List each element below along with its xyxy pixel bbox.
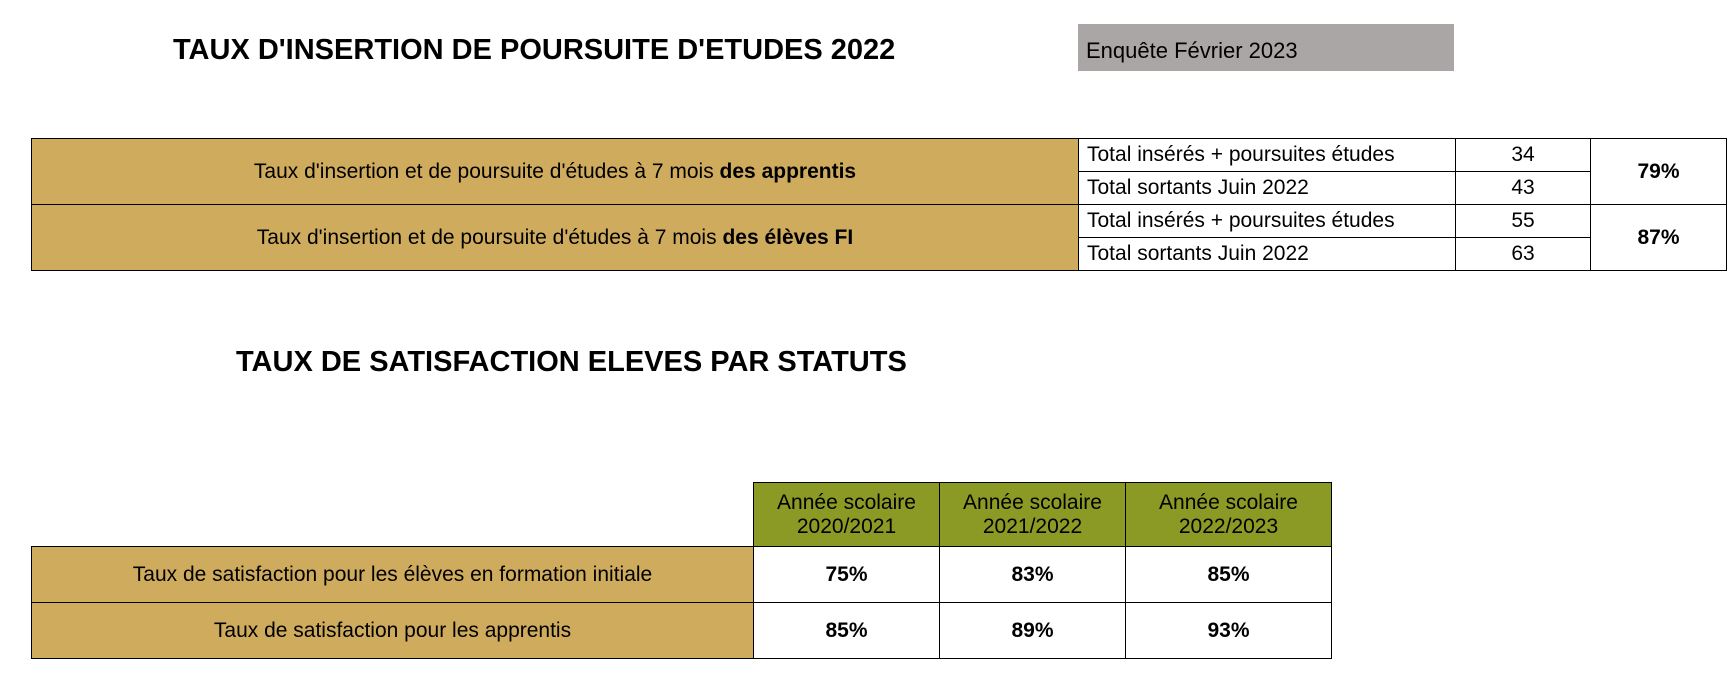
satisfaction-value: 83%: [940, 547, 1126, 603]
total-leavers-value: 43: [1456, 172, 1591, 205]
table-row: [32, 205, 1727, 238]
total-leavers-value: 63: [1456, 238, 1591, 271]
header-year-2022-2023: Année scolaire 2022/2023: [1126, 483, 1332, 547]
total-inserted-value: 55: [1456, 205, 1591, 238]
total-leavers-label: Total sortants Juin 2022: [1079, 238, 1456, 271]
satisfaction-value: 85%: [754, 603, 940, 659]
satisfaction-table: [31, 482, 1332, 659]
table-row: [32, 139, 1727, 172]
insertion-rate-apprentis: 79%: [1591, 139, 1727, 205]
empty-header-cell: [32, 483, 754, 547]
insertion-label-eleves-fi: Taux d'insertion et de poursuite d'études à 7 mois des élèves FI: [32, 205, 1079, 271]
insertion-table: [31, 138, 1727, 271]
survey-date-label: Enquête Février 2023: [1078, 24, 1454, 71]
table-row: [32, 603, 1332, 659]
satisfaction-value: 85%: [1126, 547, 1332, 603]
insertion-rate-eleves-fi: 87%: [1591, 205, 1727, 271]
total-leavers-label: Total sortants Juin 2022: [1079, 172, 1456, 205]
satisfaction-value: 75%: [754, 547, 940, 603]
satisfaction-label-apprentis: Taux de satisfaction pour les apprentis: [32, 603, 754, 659]
table-row: [32, 547, 1332, 603]
total-inserted-value: 34: [1456, 139, 1591, 172]
insertion-title: TAUX D'INSERTION DE POURSUITE D'ETUDES 2022: [173, 34, 896, 66]
insertion-label-apprentis: Taux d'insertion et de poursuite d'études à 7 mois des apprentis: [32, 139, 1079, 205]
satisfaction-title: TAUX DE SATISFACTION ELEVES PAR STATUTS: [236, 346, 907, 378]
satisfaction-label-formation-initiale: Taux de satisfaction pour les élèves en formation initiale: [32, 547, 754, 603]
total-inserted-label: Total insérés + poursuites études: [1079, 205, 1456, 238]
total-inserted-label: Total insérés + poursuites études: [1079, 139, 1456, 172]
header-year-2021-2022: Année scolaire 2021/2022: [940, 483, 1126, 547]
satisfaction-value: 89%: [940, 603, 1126, 659]
satisfaction-value: 93%: [1126, 603, 1332, 659]
table-header-row: [32, 483, 1332, 547]
header-year-2020-2021: Année scolaire 2020/2021: [754, 483, 940, 547]
